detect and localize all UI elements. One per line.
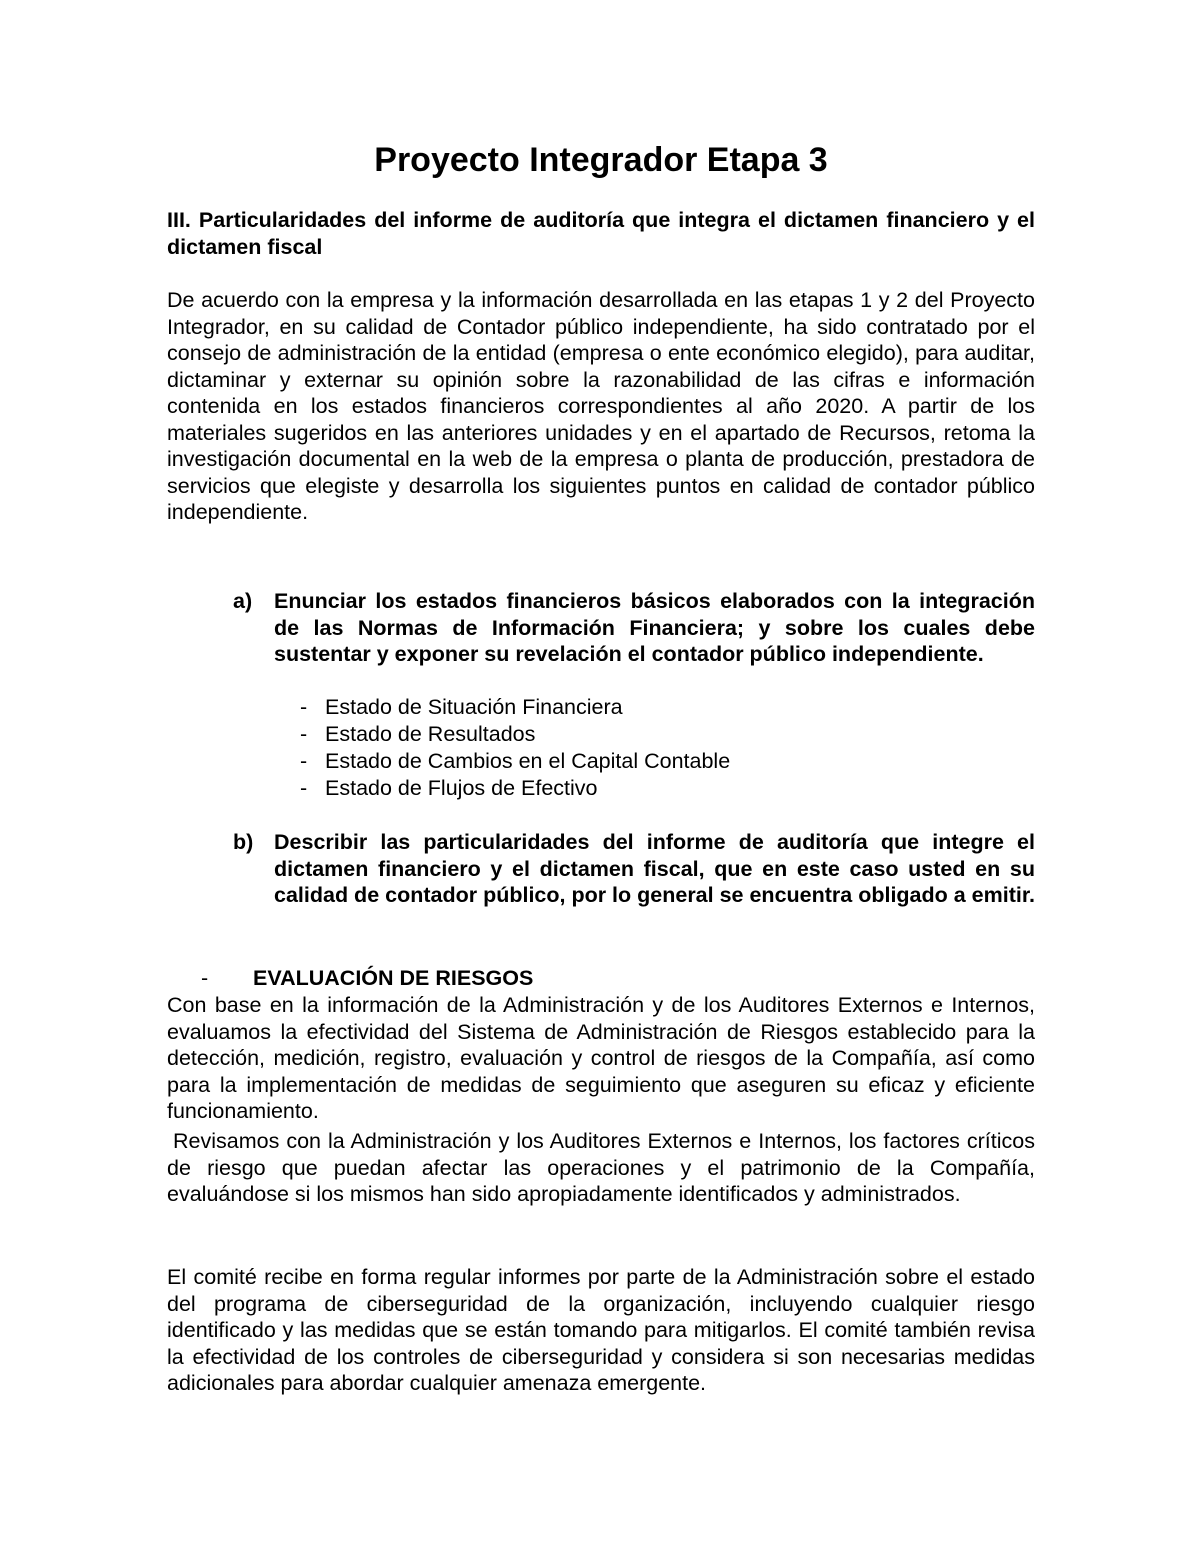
section-heading: III. Particularidades del informe de auditoría que integra el dictamen financiero y el dictamen fiscal (167, 208, 1035, 259)
risk-heading-dash: - (201, 966, 209, 990)
list-item-a (233, 588, 1035, 668)
risk-paragraph-3: El comité recibe en forma regular informes por parte de la Administración sobre el estado del programa de ciberseguridad de la organización, incluyendo cualquier riesgo identificado y las medidas que se están tomando para mitigarlos. El comité también revisa la efectividad de los controles de ciberseguridad y considera si son necesarias medidas adicionales para abordar cualquier amenaza emergente. (167, 1265, 1035, 1395)
statement-item: - Estado de Resultados (300, 721, 1035, 748)
intro-paragraph: De acuerdo con la empresa y la información desarrollada en las etapas 1 y 2 del Proyecto Integrador, en su calidad de Contador público independiente, ha sido contratado por el consejo de administración de la entidad (empresa o ente económico elegido), para auditar, dictaminar y externar su opinión sobre la razonabilidad de las cifras e información contenida en los estados financieros correspondientes al año 2020. A partir de los materiales sugeridos en las anteriores unidades y en el apartado de Recursos, retoma la investigación documental en la web de la empresa o planta de producción, prestadora de servicios que elegiste y desarrolla los siguientes puntos en calidad de contador público independiente. (167, 288, 1035, 524)
risk-paragraph-1: Con base en la información de la Administración y de los Auditores Externos e Internos, evaluamos la efectividad del Sistema de Administración de Riesgos establecido para la detección, medición, registro, evaluación y control de riesgos de la Compañía, así como para la implementación de medidas de seguimiento que aseguren su eficaz y eficiente funcionamiento. (167, 993, 1035, 1123)
financial-statements-list (167, 694, 1035, 802)
item-a-text: Enunciar los estados financieros básicos elaborados con la integración de las Normas de Información Financiera; y sobre los cuales debe sustentar y exponer su revelación el contador público independiente. (274, 589, 1035, 666)
risk-paragraph-2: Revisamos con la Administración y los Auditores Externos e Internos, los factores críticos de riesgo que puedan afectar las operaciones y el patrimonio de la Compañía, evaluándose si los mismos han sido apropiadamente identificados y administrados. (167, 1129, 1035, 1206)
document-title: Proyecto Integrador Etapa 3 (374, 141, 828, 179)
statement-item: - Estado de Situación Financiera (300, 694, 1035, 721)
risk-heading-title: EVALUACIÓN DE RIESGOS (253, 966, 534, 990)
item-a-marker: a) (233, 589, 253, 613)
item-b-text: Describir las particularidades del informe de auditoría que integre el dictamen financiero y el dictamen fiscal, que en este caso usted en su calidad de contador público, por lo general se encuentra obligado a emitir. (274, 830, 1036, 907)
statement-item: - Estado de Cambios en el Capital Contable (300, 748, 1035, 775)
statement-item: - Estado de Flujos de Efectivo (300, 775, 1035, 802)
item-b-marker: b) (233, 830, 254, 854)
list-item-b (233, 829, 1035, 909)
